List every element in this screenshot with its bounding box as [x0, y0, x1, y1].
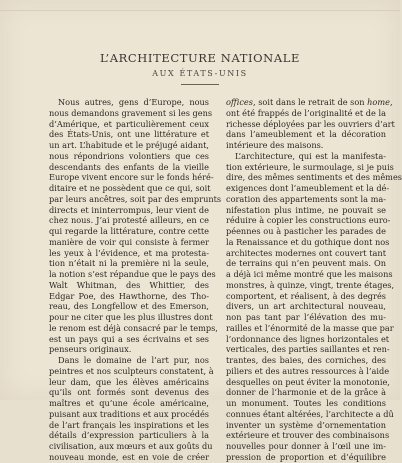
text-line: tion extérieure, le surmoulage, si je puis	[226, 161, 394, 172]
text-line: qui regarde la littérature, contre cette	[49, 226, 209, 236]
text-line: maîtres et qu’une école américaine,	[49, 398, 209, 408]
text-line: comportent, et réalisent, à des degrés	[226, 290, 386, 301]
text-line: piliers et des autres ressources à l’aide	[226, 365, 390, 376]
text-line: chez nous. J’ai protesté ailleurs, en ce	[49, 215, 209, 226]
text-line: pour ne citer que les plus illustres dont	[49, 312, 213, 322]
text-line: dire, des mêmes sentiments et des mêmes	[226, 172, 402, 183]
text-line: inventer un système d’ornementation	[226, 419, 386, 430]
page-header-strip	[0, 6, 400, 40]
text-line: la notion s’est répandue que le pays des	[49, 269, 216, 279]
text-line: les yeux à l’évidence, et ma protesta-	[49, 247, 209, 258]
text-line: est un pays qui a ses écrivains et ses	[49, 333, 209, 344]
article-subtitle: AUX ÉTATS-UNIS	[152, 69, 248, 78]
text-line: exigences dont l’ameublement et la dé-	[226, 183, 390, 193]
text-line: nifestation plus intime, ne pouvait se	[226, 204, 386, 215]
text-line: trantes, des baies, des corniches, des	[226, 355, 386, 365]
text-line: peintres et nos sculpteurs constatent, à	[49, 365, 214, 376]
text-line: Dans le domaine de l’art pur, nos	[58, 355, 209, 365]
text-line: par leurs ancêtres, soit par des emprunts	[49, 193, 222, 204]
text-line: nous répondrions volontiers que ces	[49, 150, 209, 161]
text-line: qu’ils ont formés sont devenus des	[49, 387, 209, 398]
text-line: d’Amérique, et particulièrement ceux	[49, 118, 209, 129]
text-line: leur dam, que les élèves américains	[49, 376, 209, 387]
text-line: pression de proportion et d’équilibre	[226, 451, 386, 462]
text-line: donner de l’harmonie et de la grâce à	[226, 387, 386, 398]
text-line: reau, des Longfellow et des Emerson,	[49, 301, 209, 312]
text-line: monstres, à quinze, vingt, trente étages,	[226, 279, 395, 290]
text-line: un monument. Toutes les conditions	[226, 398, 386, 408]
right-text-column	[226, 97, 402, 462]
text-line: dans l’ameublement et la décoration	[226, 129, 386, 140]
text-line: Europe vivent encore sur le fonds héré-	[49, 172, 214, 183]
left-text-column	[49, 97, 222, 462]
text-line: architectes modernes ont couvert tant	[226, 247, 386, 258]
text-line: de terrains qui n’en peuvent mais. On	[226, 258, 386, 269]
article-title: L’ARCHITECTURE NATIONALE	[100, 51, 300, 65]
text-line: Walt Whitman, des Whittier, des	[49, 279, 209, 290]
text-line: manière de voir qui consiste à fermer	[49, 236, 209, 247]
text-line: péennes ou à pasticher les parades de	[226, 226, 386, 236]
text-line: ont été frappés de l’originalité et de la	[226, 107, 386, 118]
text-line: nous demandons gravement si les gens	[49, 107, 213, 118]
text-line: tion n’était ni la première ni la seule,	[49, 258, 209, 269]
text-line: extérieure et trouver des combinaisons	[226, 430, 390, 441]
text-line: ditaire et ne possèdent que ce qui, soit	[49, 183, 211, 193]
text-line: richesse déployées par les ouvriers d’art	[226, 118, 395, 129]
text-line: intérieure des maisons.	[226, 140, 324, 150]
header-rule	[0, 10, 400, 11]
text-line: Nous autres, gens d’Europe, nous	[58, 97, 209, 107]
text-line: directs et ininterrompus, leur vient de	[49, 204, 209, 215]
text-line: nouveau monde, est en voie de créer	[49, 451, 209, 462]
text-line: réduire à copier les constructions euro-	[226, 215, 391, 226]
text-line: civilisation, aux mœurs et aux goûts du	[49, 441, 213, 451]
title-divider	[181, 84, 219, 85]
text-line: a déjà ici même montré que les maisons	[226, 269, 393, 279]
text-line: l’ordonnance des lignes horizontales et	[226, 333, 390, 344]
text-line: le renom est déjà consacré par le temps,	[49, 322, 218, 333]
text-line: offices, soit dans le retrait de son home,	[226, 97, 393, 107]
text-line: desquelles on peut éviter la monotonie,	[226, 376, 390, 387]
text-line: L’architecture, qui est la manifesta-	[235, 150, 386, 161]
text-line: nouvelles pour donner à l’œil une im-	[226, 441, 386, 451]
text-line: verticales, des parties saillantes et ren-	[226, 344, 390, 355]
text-line: descendants des enfants de la vieille	[49, 161, 209, 172]
text-line: détails d’expression particuliers à la	[49, 430, 209, 441]
text-line: Edgar Poe, des Hawthorne, des Tho-	[49, 290, 209, 301]
text-line: divers, un art architectural nouveau,	[226, 301, 386, 312]
text-line: puisant aux traditions et aux procédés	[49, 408, 209, 419]
text-line: non pas tant par l’élévation des mu-	[226, 312, 386, 322]
text-line: la Renaissance et du gothique dont nos	[226, 236, 390, 247]
text-line: un art. L’habitude et le préjugé aidant,	[49, 140, 209, 150]
text-line: railles et l’énormité de la masse que par	[226, 322, 394, 333]
text-line: penseurs originaux.	[49, 344, 132, 355]
text-line: coration des appartements sont la ma-	[226, 193, 386, 204]
text-line: des États-Unis, ont une littérature et	[49, 129, 209, 140]
text-line: de l’art français les inspirations et les	[49, 419, 209, 430]
text-line: connues étant altérées, l’architecte a dû	[226, 408, 394, 419]
